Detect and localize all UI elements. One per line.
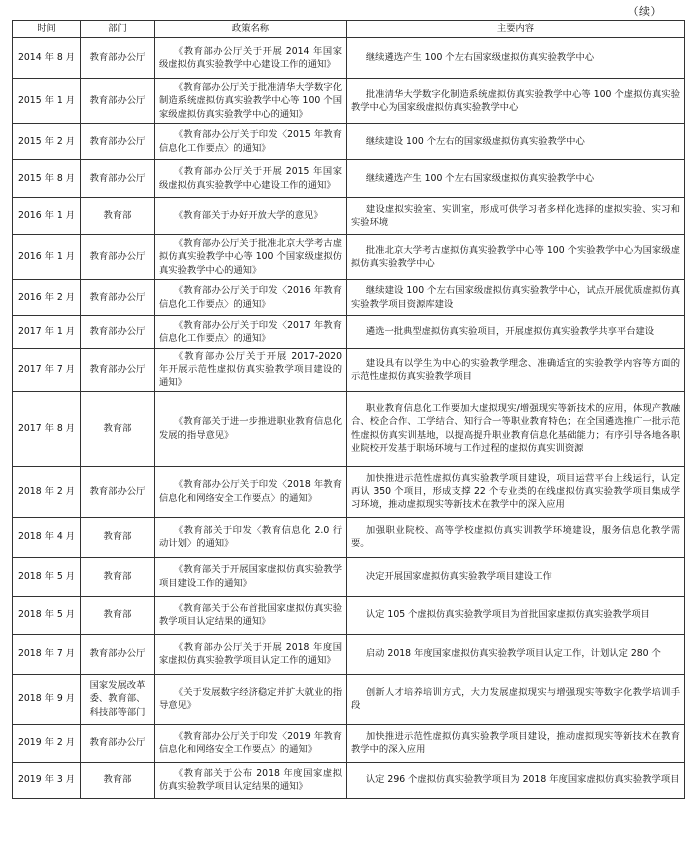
cell-content: 批准清华大学数字化制造系统虚拟仿真实验教学中心等 100 个虚拟仿真实验教学中心为国家级虚拟仿真实验教学中心: [347, 79, 685, 124]
cell-policy: 《教育部关于开展国家虚拟仿真实验教学项目建设工作的通知》: [155, 557, 347, 596]
table-row: [13, 674, 685, 724]
cell-content: 加快推进示范性虚拟仿真实验教学项目建设，项目运营平台上线运行，认定再认 350 个项目，形成支撑 22 个专业类的在线虚拟仿真实验教学项目集成学习环境，推动虚拟现实等新技术在教学中的深入应用: [347, 466, 685, 517]
cell-dept: 教育部办公厅: [81, 724, 155, 762]
cell-dept: 教育部办公厅: [81, 316, 155, 349]
cell-content: 认定 296 个虚拟仿真实验教学项目为 2018 年度国家虚拟仿真实验教学项目: [347, 762, 685, 798]
cell-content: 决定开展国家虚拟仿真实验教学项目建设工作: [347, 557, 685, 596]
cell-time: 2019 年 3 月: [13, 762, 81, 798]
table-row: [13, 557, 685, 596]
cell-dept: 教育部办公厅: [81, 466, 155, 517]
table-row: [13, 762, 685, 798]
cell-content: 认定 105 个虚拟仿真实验教学项目为首批国家虚拟仿真实验教学项目: [347, 596, 685, 634]
cell-policy: 《关于发展数字经济稳定并扩大就业的指导意见》: [155, 674, 347, 724]
cell-time: 2018 年 4 月: [13, 517, 81, 557]
cell-time: 2016 年 1 月: [13, 235, 81, 280]
cell-time: 2018 年 9 月: [13, 674, 81, 724]
table-row: [13, 198, 685, 235]
cell-dept: 教育部办公厅: [81, 280, 155, 316]
cell-content: 建设具有以学生为中心的实验教学理念、准确适宜的实验教学内容等方面的示范性虚拟仿真实验教学项目: [347, 349, 685, 392]
cell-policy: 《教育部办公厅关于印发〈2019 年教育信息化和网络安全工作要点〉的通知》: [155, 724, 347, 762]
cell-content: 继续建设 100 个左右国家级虚拟仿真实验教学中心，试点开展优质虚拟仿真实验教学项目资源库建设: [347, 280, 685, 316]
table-row: [13, 235, 685, 280]
cell-time: 2017 年 8 月: [13, 391, 81, 466]
continued-label: （续）: [627, 5, 662, 18]
cell-policy: 《教育部关于公布 2018 年度国家虚拟仿真实验教学项目认定结果的通知》: [155, 762, 347, 798]
cell-time: 2015 年 1 月: [13, 79, 81, 124]
cell-dept: 教育部: [81, 391, 155, 466]
cell-content: 加快推进示范性虚拟仿真实验教学项目建设，推动虚拟现实等新技术在教育教学中的深入应用: [347, 724, 685, 762]
table-row: [13, 466, 685, 517]
table-row: [13, 391, 685, 466]
cell-dept: 教育部办公厅: [81, 38, 155, 79]
cell-policy: 《教育部办公厅关于批准北京大学考古虚拟仿真实验教学中心等 100 个国家级虚拟仿真实验教学中心的通知》: [155, 235, 347, 280]
table-row: [13, 316, 685, 349]
cell-dept: 教育部办公厅: [81, 79, 155, 124]
cell-time: 2016 年 1 月: [13, 198, 81, 235]
cell-dept: 教育部办公厅: [81, 160, 155, 198]
table-row: [13, 38, 685, 79]
cell-time: 2018 年 7 月: [13, 634, 81, 674]
cell-dept: 教育部办公厅: [81, 634, 155, 674]
cell-policy: 《教育部办公厅关于印发〈2018 年教育信息化和网络安全工作要点〉的通知》: [155, 466, 347, 517]
table-header-row: [13, 21, 685, 38]
cell-dept: 国家发展改革委、教育部、科技部等部门: [81, 674, 155, 724]
header-policy: 政策名称: [155, 21, 347, 38]
cell-policy: 《教育部关于办好开放大学的意见》: [155, 198, 347, 235]
cell-policy: 《教育部办公厅关于开展 2015 年国家级虚拟仿真实验教学中心建设工作的通知》: [155, 160, 347, 198]
cell-dept: 教育部办公厅: [81, 349, 155, 392]
cell-dept: 教育部: [81, 596, 155, 634]
cell-time: 2015 年 2 月: [13, 124, 81, 160]
cell-content: 批准北京大学考古虚拟仿真实验教学中心等 100 个实验教学中心为国家级虚拟仿真实验教学中心: [347, 235, 685, 280]
cell-content: 职业教育信息化工作要加大虚拟现实/增强现实等新技术的应用，体现产教融合、校企合作、工学结合、知行合一等职业教育特色；在全国遴选推广一批示范性虚拟仿真实训基地，以提高提升职业教育信息化基础能力；有序引导各地各职业院校开发基于职场环境与工作过程的虚拟仿真实训资源: [347, 391, 685, 466]
cell-policy: 《教育部办公厅关于印发〈2015 年教育信息化工作要点〉的通知》: [155, 124, 347, 160]
table-row: [13, 79, 685, 124]
policy-table: [12, 20, 685, 799]
table-row: [13, 280, 685, 316]
cell-policy: 《教育部办公厅关于批准清华大学数字化制造系统虚拟仿真实验教学中心等 100 个国家级虚拟仿真实验教学中心的通知》: [155, 79, 347, 124]
table-row: [13, 124, 685, 160]
cell-dept: 教育部: [81, 517, 155, 557]
header-content: 主要内容: [347, 21, 685, 38]
header-time: 时间: [13, 21, 81, 38]
cell-time: 2016 年 2 月: [13, 280, 81, 316]
cell-policy: 《教育部关于印发〈教育信息化 2.0 行动计划〉的通知》: [155, 517, 347, 557]
cell-dept: 教育部办公厅: [81, 235, 155, 280]
table-row: [13, 596, 685, 634]
cell-policy: 《教育部办公厅关于印发〈2017 年教育信息化工作要点〉的通知》: [155, 316, 347, 349]
cell-time: 2019 年 2 月: [13, 724, 81, 762]
table-row: [13, 724, 685, 762]
cell-policy: 《教育部办公厅关于印发〈2016 年教育信息化工作要点〉的通知》: [155, 280, 347, 316]
cell-content: 继续遴选产生 100 个左右国家级虚拟仿真实验教学中心: [347, 38, 685, 79]
cell-time: 2018 年 5 月: [13, 596, 81, 634]
table-row: [13, 517, 685, 557]
cell-policy: 《教育部办公厅关于开展 2017-2020 年开展示范性虚拟仿真实验教学项目建设的通知》: [155, 349, 347, 392]
table-row: [13, 634, 685, 674]
cell-dept: 教育部: [81, 762, 155, 798]
cell-content: 启动 2018 年度国家虚拟仿真实验教学项目认定工作，计划认定 280 个: [347, 634, 685, 674]
cell-policy: 《教育部关于进一步推进职业教育信息化发展的指导意见》: [155, 391, 347, 466]
cell-content: 创新人才培养培训方式，大力发展虚拟现实与增强现实等数字化教学培训手段: [347, 674, 685, 724]
cell-content: 继续遴选产生 100 个左右国家级虚拟仿真实验教学中心: [347, 160, 685, 198]
cell-content: 加强职业院校、高等学校虚拟仿真实训教学环境建设，服务信息化教学需要。: [347, 517, 685, 557]
cell-dept: 教育部: [81, 198, 155, 235]
cell-time: 2017 年 7 月: [13, 349, 81, 392]
cell-content: 建设虚拟实验室、实训室，形成可供学习者多样化选择的虚拟实验、实习和实验环境: [347, 198, 685, 235]
cell-time: 2015 年 8 月: [13, 160, 81, 198]
cell-dept: 教育部办公厅: [81, 124, 155, 160]
cell-policy: 《教育部办公厅关于开展 2018 年度国家虚拟仿真实验教学项目认定工作的通知》: [155, 634, 347, 674]
header-dept: 部门: [81, 21, 155, 38]
cell-time: 2018 年 2 月: [13, 466, 81, 517]
cell-content: 继续建设 100 个左右的国家级虚拟仿真实验教学中心: [347, 124, 685, 160]
table-row: [13, 349, 685, 392]
table-row: [13, 160, 685, 198]
cell-dept: 教育部: [81, 557, 155, 596]
cell-policy: 《教育部办公厅关于开展 2014 年国家级虚拟仿真实验教学中心建设工作的通知》: [155, 38, 347, 79]
cell-policy: 《教育部关于公布首批国家虚拟仿真实验教学项目认定结果的通知》: [155, 596, 347, 634]
cell-time: 2018 年 5 月: [13, 557, 81, 596]
cell-time: 2014 年 8 月: [13, 38, 81, 79]
cell-time: 2017 年 1 月: [13, 316, 81, 349]
cell-content: 遴选一批典型虚拟仿真实验项目，开展虚拟仿真实验教学共享平台建设: [347, 316, 685, 349]
